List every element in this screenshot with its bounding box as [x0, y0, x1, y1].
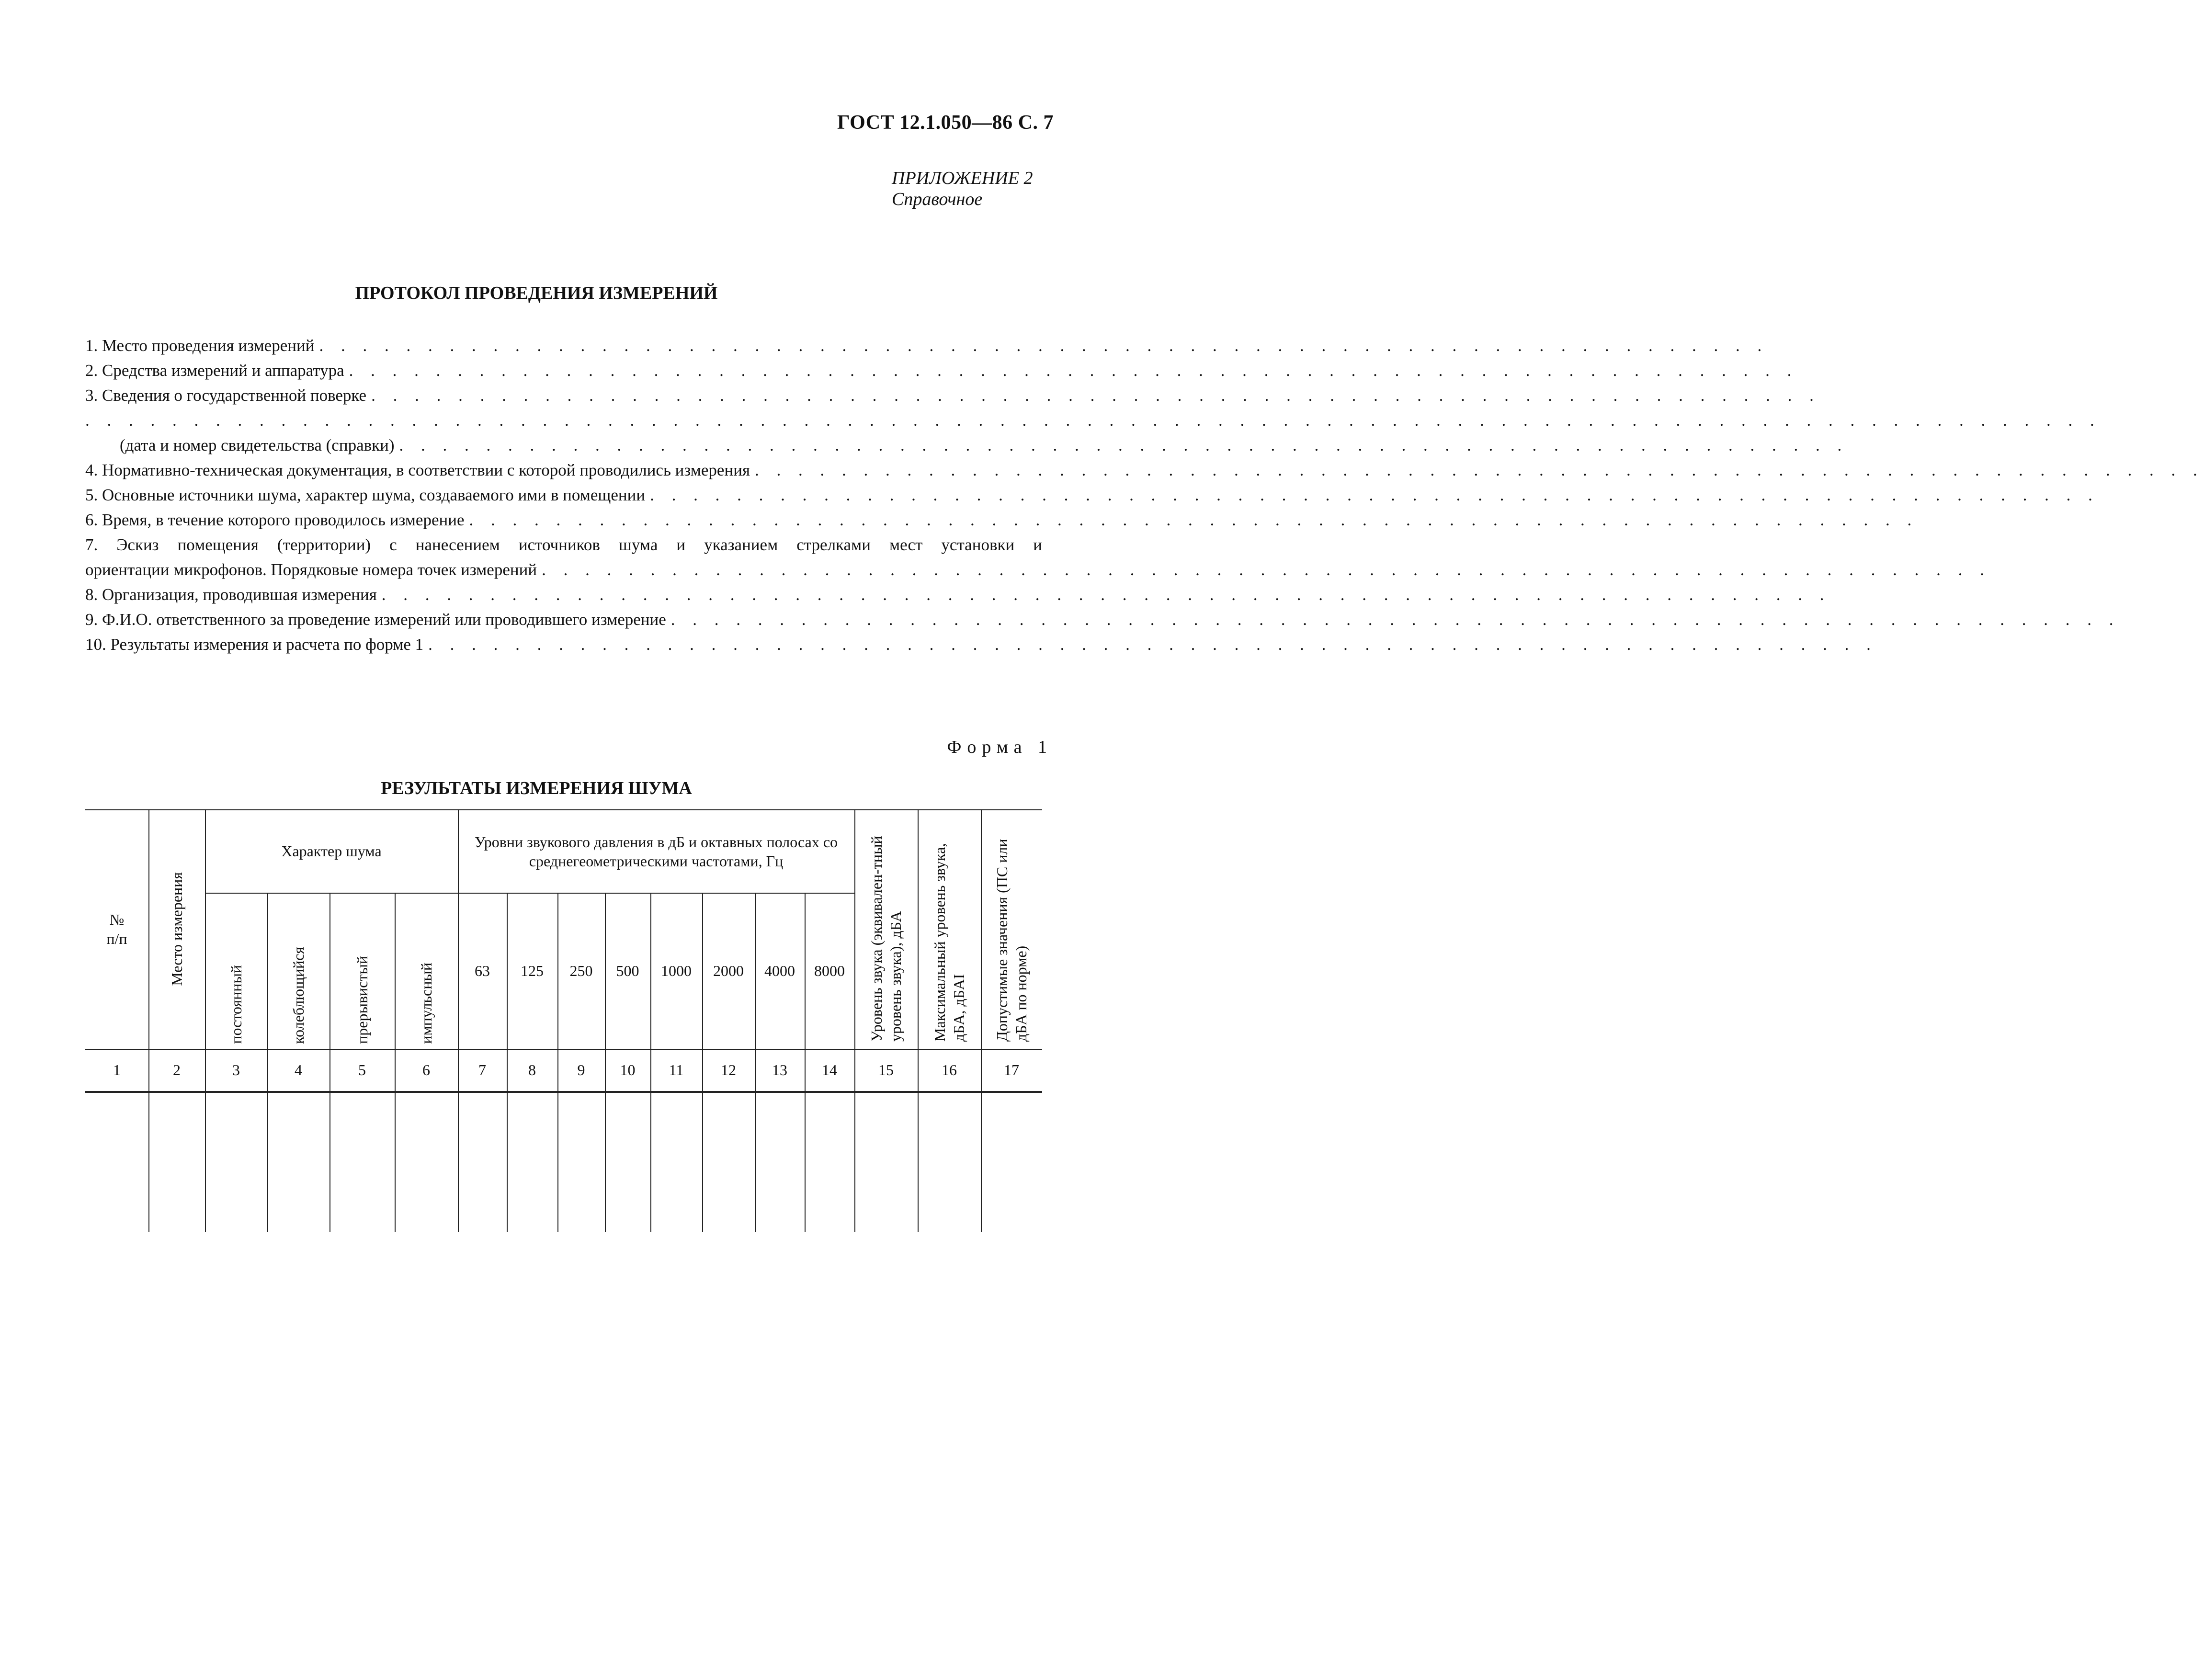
leader-dots: . . . . . . . . . . . . . . . . . . . . . . . . . . . . . . . . . . . . . . . . . . . . . . . . . . . . . . . . . . . . . . . . . . . [381, 585, 1831, 604]
table-rule-header-bottom [85, 1091, 1042, 1093]
leader-dots: . . . . . . . . . . . . . . . . . . . . . . . . . . . . . . . . . . . . . . . . . . . . . . . . . . . . . . . . . . . . . . . . . . . . . . . . . . . . . . . . . . . . . . . . . . . . . [85, 411, 2101, 430]
noise-type-text: импульсный [418, 963, 435, 1044]
col-header-noise-type [395, 893, 458, 1049]
leader-dots: . . . . . . . . . . . . . . . . . . . . . . . . . . . . . . . . . . . . . . . . . . . . . . . . . . . . . . . . . . . . . . . . . . . [469, 511, 1919, 529]
protocol-item-text: 10. Результаты измерения и расчета по форме 1 [85, 635, 424, 654]
leader-dots: . . . . . . . . . . . . . . . . . . . . . . . . . . . . . . . . . . . . . . . . . . . . . . . . . . . . . . . . . . . . . . . . . . . [319, 336, 1769, 355]
max-level-text: Максимальный уровень звука, дБА, дБАI [931, 843, 967, 1042]
col-header-allowed [981, 809, 1042, 1049]
form-label: Форма 1 [947, 737, 1053, 757]
leader-dots: . . . . . . . . . . . . . . . . . . . . . . . . . . . . . . . . . . . . . . . . . . . . . . . . . . . . . . . . . . . . . . . . . . . [542, 560, 1991, 579]
col-number: 6 [422, 1061, 430, 1078]
col-number: 13 [772, 1061, 787, 1078]
protocol-title: ПРОТОКОЛ ПРОВЕДЕНИЯ ИЗМЕРЕНИЙ [355, 283, 718, 303]
protocol-item [85, 458, 2204, 483]
protocol-item-text: 4. Нормативно-техническая документация, в соответствии с которой проводились измерения [85, 461, 750, 479]
noise-type-text: прерывистый [353, 956, 371, 1044]
protocol-item-text: ориентации микрофонов. Порядковые номера точек измерений [85, 560, 537, 579]
leader-dots: . . . . . . . . . . . . . . . . . . . . . . . . . . . . . . . . . . . . . . . . . . . . . . . . . . . . . . . . . . . . . . . . . . . [650, 486, 2099, 504]
col-number: 16 [942, 1061, 957, 1078]
col-header-place [148, 809, 205, 1049]
allowed-text: Допустимые значения (ПС или дБА по норме) [993, 839, 1030, 1042]
protocol-items [85, 333, 2204, 657]
protocol-item [85, 333, 1769, 358]
col-header-noise-type [205, 893, 267, 1049]
col-header-frequency: 500 [616, 962, 639, 979]
protocol-item-text: 6. Время, в течение которого проводилось измерение [85, 511, 465, 529]
protocol-item-text: 8. Организация, проводившая измерения [85, 585, 377, 604]
col-number: 14 [822, 1061, 837, 1078]
noise-type-text: колеблющийся [290, 947, 307, 1044]
col-header-frequency: 2000 [713, 962, 744, 979]
results-table [85, 809, 1042, 1232]
protocol-item-text: 9. Ф.И.О. ответственного за проведение измерений или проводившего измерение [85, 610, 666, 629]
appendix-label [892, 168, 1033, 210]
col-number: 5 [358, 1061, 366, 1078]
appendix-type: Справочное [892, 189, 983, 209]
leader-dots: . . . . . . . . . . . . . . . . . . . . . . . . . . . . . . . . . . . . . . . . . . . . . . . . . . . . . . . . . . . . . . . . . . . [349, 361, 1798, 380]
protocol-item [85, 358, 1798, 383]
col-number: 10 [620, 1061, 636, 1078]
protocol-item-text: (дата и номер свидетельства (справки) [120, 436, 395, 454]
leader-dots: . . . . . . . . . . . . . . . . . . . . . . . . . . . . . . . . . . . . . . . . . . . . . . . . . . . . . . . . . . . . . . . . . . . [428, 635, 1877, 654]
col-number: 8 [528, 1061, 536, 1078]
protocol-item [85, 582, 1831, 607]
col-number: 1 [113, 1061, 121, 1078]
col-header-frequency: 8000 [814, 962, 845, 979]
col-header-frequency: 250 [569, 962, 593, 979]
col-header-max-level [918, 809, 981, 1049]
col-header-frequency: 4000 [764, 962, 795, 979]
standard-header: ГОСТ 12.1.050—86 С. 7 [837, 112, 1054, 134]
protocol-item-text: 3. Сведения о государственной поверке [85, 386, 367, 405]
protocol-item-text: 1. Место проведения измерений [85, 336, 315, 355]
protocol-item-continuation [85, 408, 2101, 433]
col-header-frequency: 125 [521, 962, 544, 979]
protocol-item [85, 607, 2120, 632]
protocol-item [85, 483, 2099, 508]
col-number: 4 [295, 1061, 302, 1078]
protocol-item-text: 5. Основные источники шума, характер шума, создаваемого ими в помещении [85, 486, 646, 504]
protocol-item [85, 533, 1042, 557]
col-header-place-text: Место измерения [168, 872, 185, 986]
col-number: 9 [577, 1061, 585, 1078]
group-header-levels: Уровни звукового давления в дБ и октавных полосах со среднегеометрическими частотами, Гц [474, 833, 838, 870]
protocol-item [85, 383, 1820, 408]
protocol-item-text: 2. Средства измерений и аппаратура [85, 361, 344, 380]
col-header-frequency: 1000 [661, 962, 692, 979]
leader-dots: . . . . . . . . . . . . . . . . . . . . . . . . . . . . . . . . . . . . . . . . . . . . . . . . . . . . . . . . . . . . . . . . . . . [399, 436, 1849, 454]
group-header-noise: Характер шума [281, 842, 382, 860]
col-number: 2 [173, 1061, 181, 1078]
protocol-item-continuation [85, 557, 1991, 582]
protocol-item [85, 632, 1877, 657]
col-number: 3 [232, 1061, 240, 1078]
col-number: 11 [669, 1061, 684, 1078]
col-number: 17 [1004, 1061, 1019, 1078]
leader-dots: . . . . . . . . . . . . . . . . . . . . . . . . . . . . . . . . . . . . . . . . . . . . . . . . . . . . . . . . . . . . . . . . . . . [371, 386, 1820, 405]
noise-type-text: постоянный [227, 965, 245, 1044]
leader-dots: . . . . . . . . . . . . . . . . . . . . . . . . . . . . . . . . . . . . . . . . . . . . . . . . . . . . . . . . . . . . . . . . . . . [755, 461, 2204, 479]
col-header-noise-type [329, 893, 395, 1049]
protocol-item-text: 7. Эскиз помещения (территории) с нанесением источников шума и указанием стрелками мест установки и [85, 535, 1042, 554]
col-number: 15 [878, 1061, 894, 1078]
col-header-frequency: 63 [475, 962, 490, 979]
protocol-item [85, 508, 1919, 533]
leader-dots: . . . . . . . . . . . . . . . . . . . . . . . . . . . . . . . . . . . . . . . . . . . . . . . . . . . . . . . . . . . . . . . . . . . [670, 610, 2120, 629]
sound-level-text: Уровень звука (эквивален-тный уровень звука), дБА [868, 836, 904, 1042]
col-number: 12 [721, 1061, 736, 1078]
col-header-noise-type [267, 893, 329, 1049]
appendix-number: ПРИЛОЖЕНИЕ 2 [892, 168, 1033, 188]
col-header-number: № п/п [106, 911, 127, 947]
protocol-item [85, 433, 1849, 458]
col-header-sound-level [854, 809, 918, 1049]
col-number: 7 [478, 1061, 486, 1078]
results-title: РЕЗУЛЬТАТЫ ИЗМЕРЕНИЯ ШУМА [381, 778, 692, 798]
